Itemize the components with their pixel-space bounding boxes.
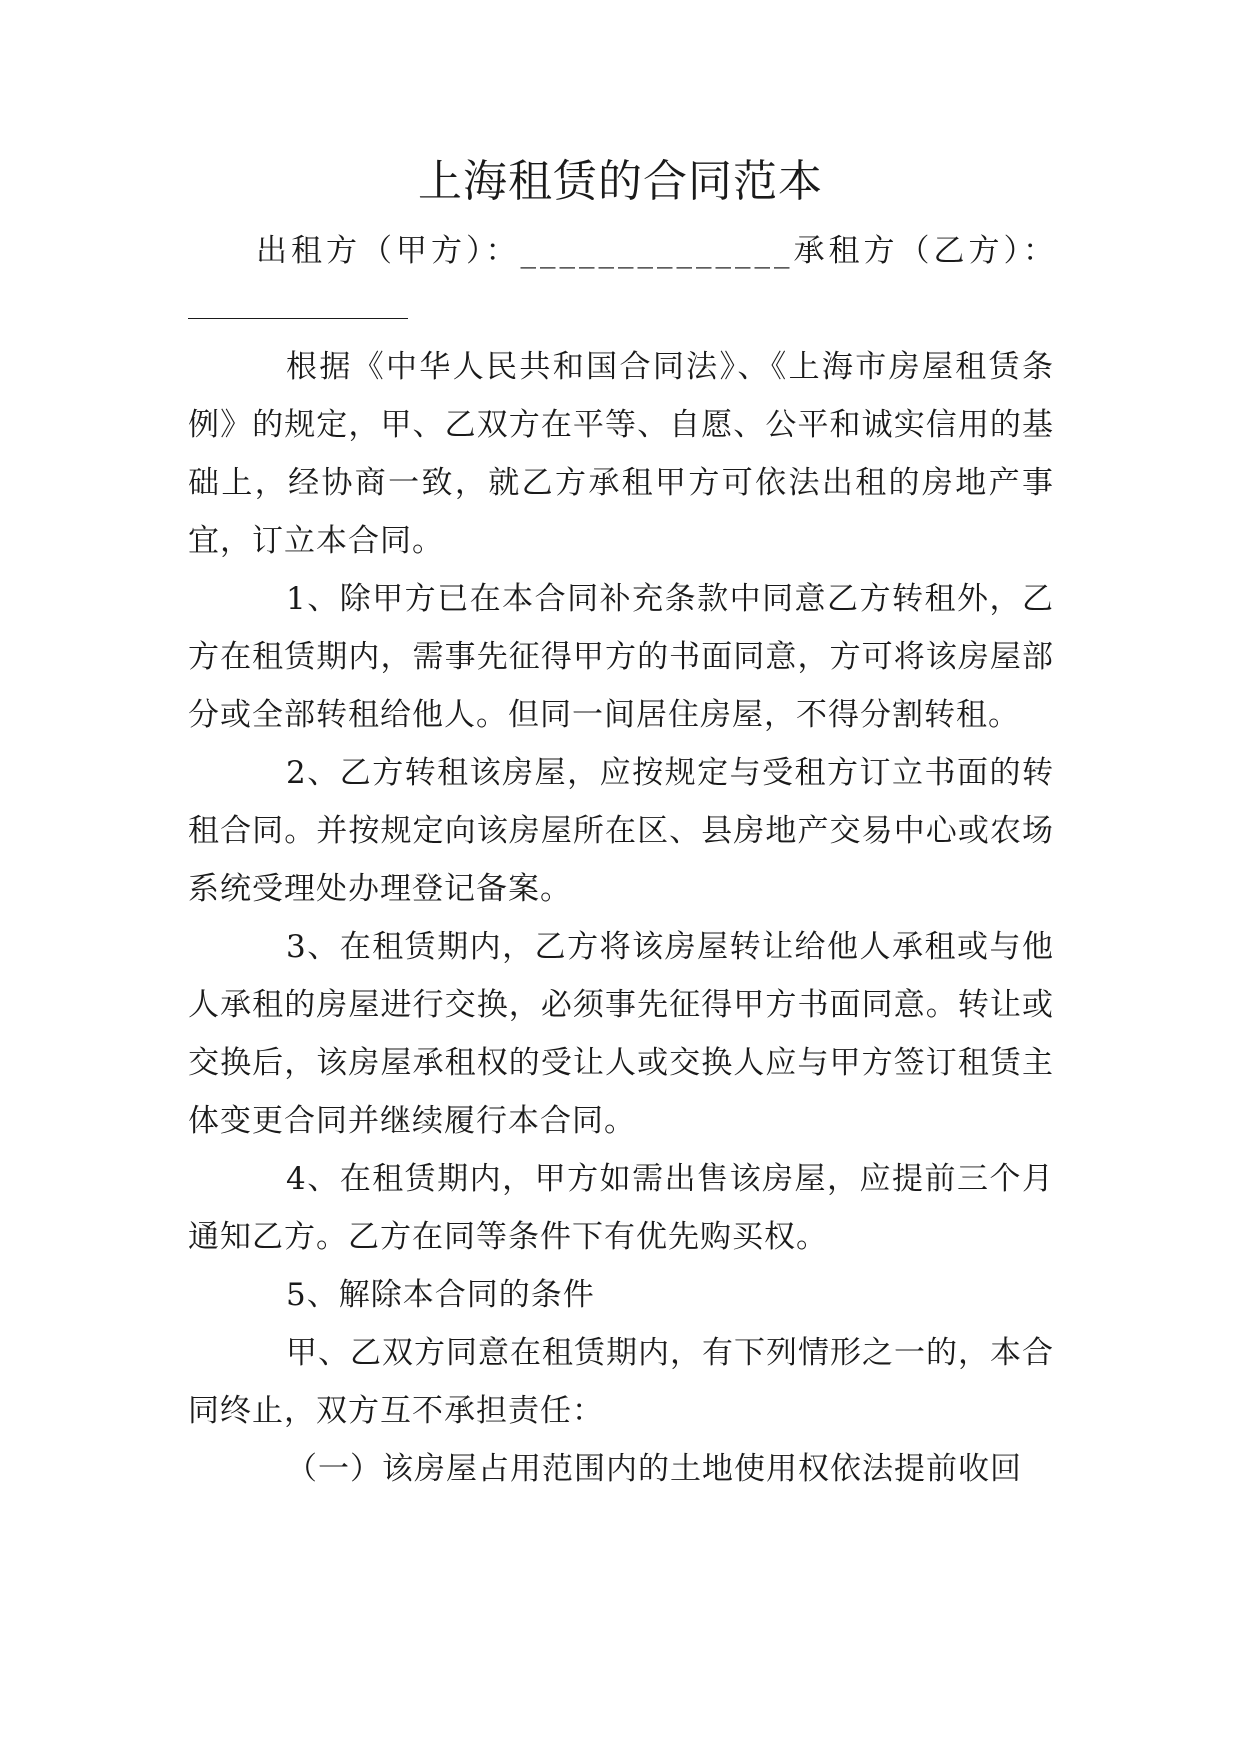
paragraph-clause-4: 4、在租赁期内，甲方如需出售该房屋，应提前三个月通知乙方。乙方在同等条件下有优先购买权。	[188, 1161, 1054, 1255]
paragraph-clause-5-heading: 5、解除本合同的条件	[286, 1277, 595, 1313]
paragraph-clause-5-body: 甲、乙双方同意在租赁期内，有下列情形之一的，本合同终止，双方互不承担责任：	[188, 1335, 1054, 1429]
paragraph-clause-1: 1、除甲方已在本合同补充条款中同意乙方转租外，乙方在租赁期内，需事先征得甲方的书面同意，方可将该房屋部分或全部转租给他人。但同一间居住房屋，不得分割转租。	[188, 581, 1054, 733]
document-body	[188, 222, 1058, 1498]
parties-line: 出租方（甲方）：______________承租方（乙方）：	[256, 233, 1058, 269]
blank-underline	[188, 318, 408, 319]
paragraph-preamble: 根据《中华人民共和国合同法》、《上海市房屋租赁条例》的规定，甲、乙双方在平等、自愿、公平和诚实信用的基础上，经协商一致，就乙方承租甲方可依法出租的房地产事宜，订立本合同。	[188, 349, 1054, 559]
tenant-blank-line	[188, 280, 1054, 338]
document-title: 上海租赁的合同范本	[418, 156, 823, 207]
paragraph-clause-2: 2、乙方转租该房屋，应按规定与受租方订立书面的转租合同。并按规定向该房屋所在区、县房地产交易中心或农场系统受理处办理登记备案。	[188, 755, 1054, 907]
paragraph-clause-5-item-1: （一）该房屋占用范围内的土地使用权依法提前收回	[286, 1451, 1022, 1487]
paragraph-clause-3: 3、在租赁期内，乙方将该房屋转让给他人承租或与他人承租的房屋进行交换，必须事先征得甲方书面同意。转让或交换后，该房屋承租权的受让人或交换人应与甲方签订租赁主体变更合同并继续履行本合同。	[188, 929, 1054, 1139]
